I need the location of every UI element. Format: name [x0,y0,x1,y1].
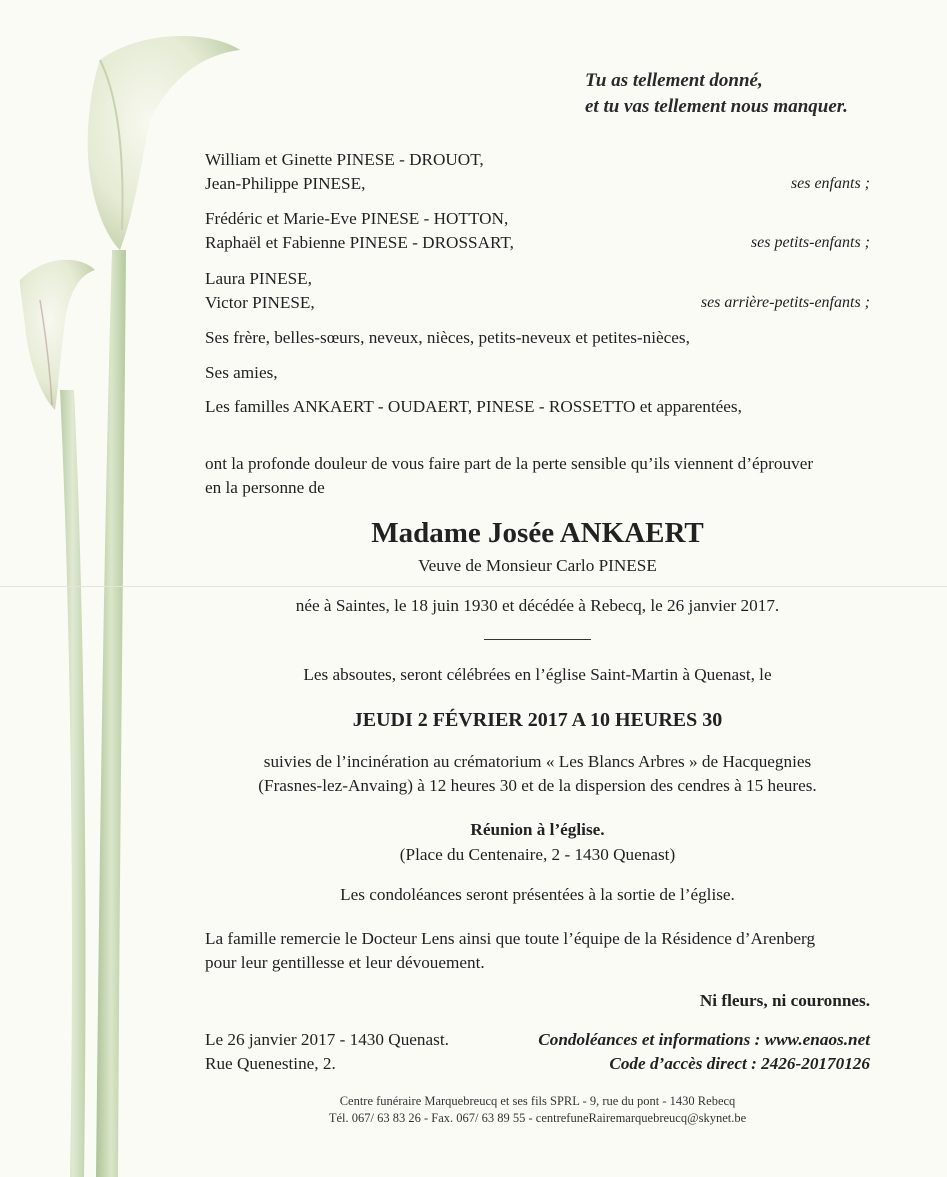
ceremony-intro: Les absoutes, seront célébrées en l’église Saint-Martin à Quenast, le [303,665,772,684]
no-flowers: Ni fleurs, ni couronnes. [699,991,870,1010]
online-info[interactable]: Condoléances et informations : www.enaos.net [538,1030,870,1049]
family-great-grandchildren [205,267,870,315]
relation-label: ses petits-enfants ; [750,234,870,251]
family-grandchildren [205,207,870,255]
deceased-name: Madame Josée ANKAERT [371,517,704,549]
epigraph [585,68,848,120]
widow-of: Veuve de Monsieur Carlo PINESE [418,556,657,575]
meeting-address: (Place du Centenaire, 2 - 1430 Quenast) [399,845,676,864]
condolences-note: Les condoléances seront présentées à la sortie de l’église. [340,885,735,904]
family-line: William et Ginette PINESE - DROUOT, [205,150,484,169]
access-code: Code d’accès direct : 2426-20170126 [609,1054,870,1073]
relation-label: ses enfants ; [790,175,870,192]
ceremony-datetime: JEUDI 2 FÉVRIER 2017 A 10 HEURES 30 [352,709,723,731]
family-line: Jean-Philippe PINESE, ses enfants ; [205,172,870,196]
divider [484,639,591,640]
family-line: Ses frère, belles-sœurs, neveux, nièces, petits-neveux et petites-nièces, [205,328,690,347]
family-line: Laura PINESE, [205,269,312,288]
thanks: La famille remercie le Docteur Lens ainsi que toute l’équipe de la Résidence d’Arenberg pour leur gentillesse et leur dévouement. [205,929,816,972]
relation-label: ses arrière-petits-enfants ; [700,294,870,311]
funeral-home-line: Centre funéraire Marquebreucq et ses fils SPRL - 9, rue du pont - 1430 Rebecq [339,1094,736,1108]
family-address: Le 26 janvier 2017 - 1430 Quenast. Rue Quenestine, 2. [205,1030,449,1073]
fold-line [0,586,947,587]
epigraph-line: Tu as tellement donné, [585,70,763,91]
funeral-home-contact: Tél. 067/ 63 83 26 - Fax. 067/ 63 89 55 - centrefuneRairemarquebreucq@skynet.be [328,1111,747,1125]
announcement: ont la profonde douleur de vous faire part de la perte sensible qu’ils viennent d’éprouver en la personne de [205,454,814,497]
family-children [205,148,870,196]
family-line: Victor PINESE, ses arrière-petits-enfants ; [205,291,870,315]
family-line: Ses amies, [205,363,278,382]
birth-death: née à Saintes, le 18 juin 1930 et décédée à Rebecq, le 26 janvier 2017. [295,596,780,615]
family-line: Les familles ANKAERT - OUDAERT, PINESE - ROSSETTO et apparentées, [205,397,742,416]
cremation-line: (Frasnes-lez-Anvaing) à 12 heures 30 et de la dispersion des cendres à 15 heures. [258,776,817,795]
cremation-line: suivies de l’incinération au crématorium « Les Blancs Arbres » de Hacquegnies [263,752,812,771]
meeting-title: Réunion à l’église. [470,820,605,839]
family-line: Frédéric et Marie-Eve PINESE - HOTTON, [205,209,509,228]
epigraph-line: et tu vas tellement nous manquer. [585,96,848,117]
family-line: Raphaël et Fabienne PINESE - DROSSART, ses petits-enfants ; [205,231,870,255]
